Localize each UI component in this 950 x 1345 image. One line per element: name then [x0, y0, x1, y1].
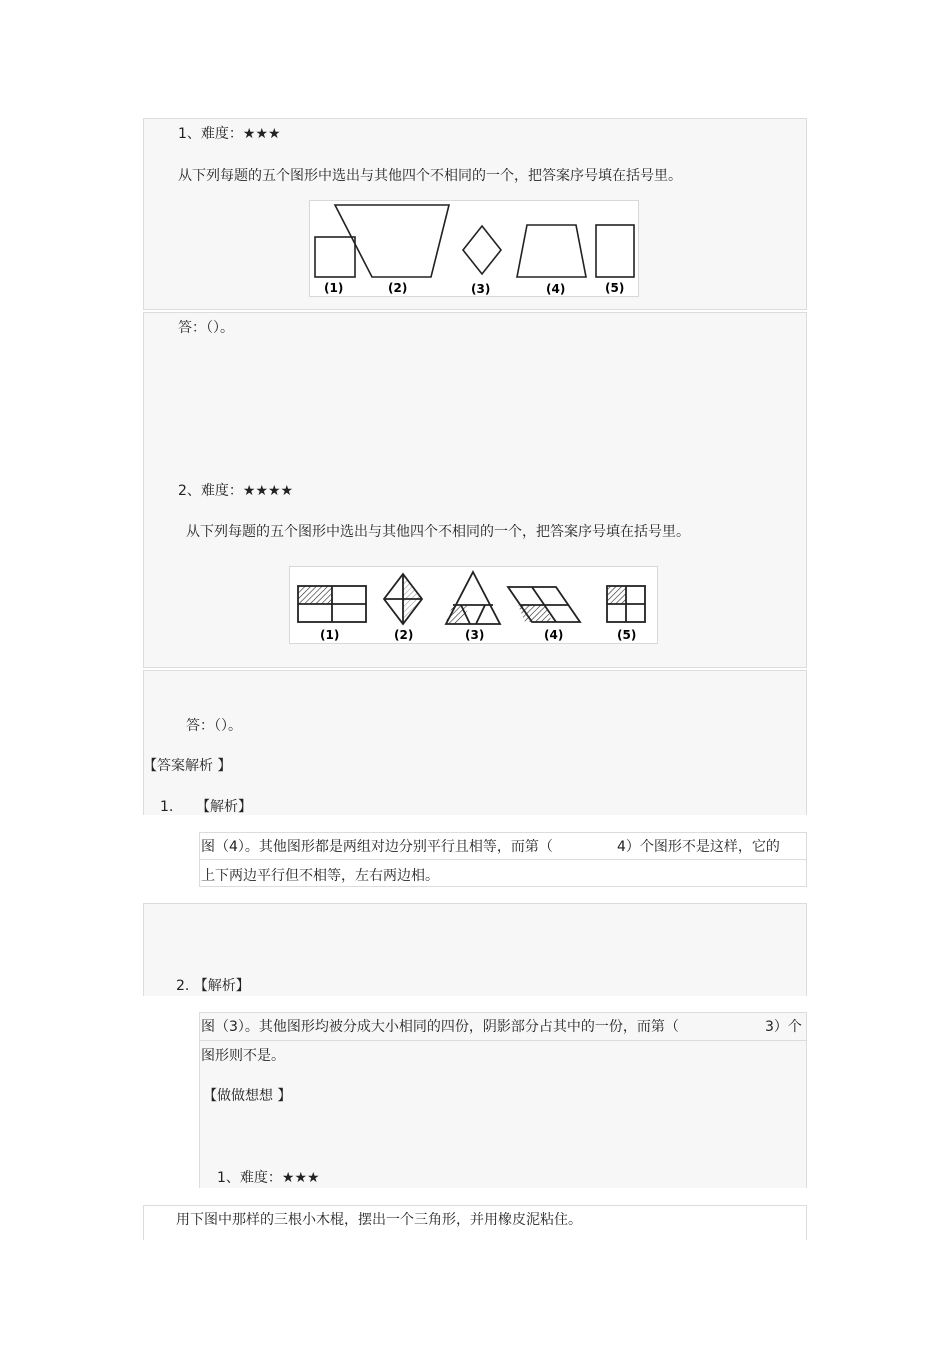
analysis-item-2-divider: [199, 1040, 807, 1041]
q1-shape-1-square: [315, 237, 355, 277]
question-1-figure: [309, 200, 639, 297]
q1-label-5: (5): [605, 281, 625, 295]
q2-label-5: (5): [617, 628, 637, 642]
question-2-heading: 2、难度：★★★★: [178, 483, 294, 499]
analysis-item-1-line-1a: 图（4）。其他图形都是两组对边分别平行且相等，而第（: [201, 839, 553, 855]
q1-shape-4-trapezoid: [517, 225, 586, 277]
question-2-instruction: 从下列每题的五个图形中选出与其他四个不相同的一个，把答案序号填在括号里。: [186, 524, 690, 540]
q1-shape-3-rhombus: [463, 226, 501, 274]
question-2-shapes: [290, 567, 657, 643]
analysis-item-1-line-2: 上下两边平行但不相等，左右两边相。: [201, 868, 439, 884]
q1-label-2: (2): [388, 281, 408, 295]
question-1-heading: 1、难度：★★★: [178, 126, 281, 142]
q1-label-3: (3): [471, 282, 491, 296]
analysis-item-2-title: 2. 【解析】: [176, 978, 250, 994]
analysis-header: 【答案解析 】: [143, 758, 232, 774]
analysis-item-2-line-1a: 图（3）。其他图形均被分成大小相同的四份，阴影部分占其中的一份，而第（: [201, 1019, 679, 1035]
q1-shape-5-rectangle: [596, 225, 634, 277]
q2-label-4: (4): [544, 628, 564, 642]
practice-heading: 1、难度：★★★: [217, 1170, 320, 1186]
q2-label-1: (1): [320, 628, 340, 642]
practice-instruction: 用下图中那样的三根小木棍，摆出一个三角形，并用橡皮泥粘住。: [176, 1212, 582, 1228]
question-2-answer: 答：（）。: [186, 718, 242, 734]
question-1-answer: 答：（）。: [178, 320, 234, 336]
q1-label-4: (4): [546, 282, 566, 296]
question-1-shapes: [310, 201, 638, 296]
practice-header: 【做做想想 】: [203, 1088, 292, 1104]
analysis-item-1-title: 【解析】: [196, 799, 252, 815]
analysis-item-1-number: 1.: [160, 799, 174, 815]
q1-shape-2-parallelogram: [335, 205, 449, 277]
question-2-answer-panel: [143, 670, 807, 815]
question-2-figure: [289, 566, 658, 644]
analysis-item-2-line-2: 图形则不是。: [201, 1048, 285, 1064]
q2-label-2: (2): [394, 628, 414, 642]
analysis-item-1-divider: [199, 859, 807, 860]
question-1-instruction: 从下列每题的五个图形中选出与其他四个不相同的一个，把答案序号填在括号里。: [178, 168, 682, 184]
q1-label-1: (1): [324, 281, 344, 295]
q2-label-3: (3): [465, 628, 485, 642]
analysis-item-2-line-1b: 3）个: [765, 1019, 802, 1035]
analysis-item-1-line-1b: 4）个图形不是这样，它的: [617, 839, 780, 855]
